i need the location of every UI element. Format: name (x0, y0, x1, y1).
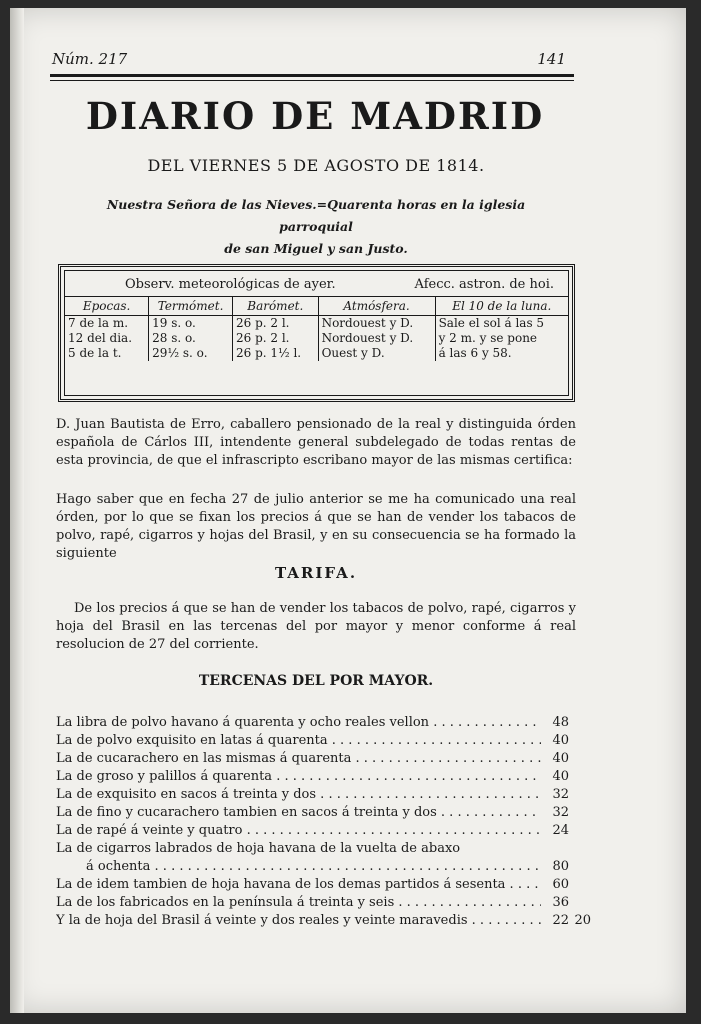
price-value: 22 (552, 913, 569, 928)
meteorological-table-box (58, 264, 575, 402)
cell: 26 p. 2 l. (232, 316, 318, 332)
issue-number: Núm. 217 (52, 50, 128, 68)
price-label: La de cucarachero en las mismas á quarenta . . . (56, 751, 541, 766)
page-header (52, 50, 566, 68)
cell: Nordouest y D. (318, 331, 435, 346)
price-row (56, 823, 591, 841)
price-row (56, 895, 591, 913)
price-value: 60 (552, 877, 569, 892)
price-list (56, 715, 591, 931)
notice-paragraph-2: Hago saber que en fecha 27 de julio anterior se me ha comunicado una real órden, por lo que se fixan los precios á que se han de vender los tabacos de polvo, rapé, cigarros y hojas del Brasil, y en su consecuencia se ha formado la siguiente (56, 492, 576, 561)
price-value: 24 (552, 823, 569, 838)
header-thin-rule (50, 80, 574, 81)
cell: Ouest y D. (318, 346, 435, 361)
price-value: 48 (552, 715, 569, 730)
cell: 26 p. 1½ l. (232, 346, 318, 361)
meteo-heading-right: Afecc. astron. de hoi. (414, 277, 554, 292)
price-label: La de groso y palillos á quarenta . . . (56, 769, 541, 784)
cell: Nordouest y D. (318, 316, 435, 332)
meteo-heading (65, 271, 568, 296)
price-row (56, 787, 591, 805)
col-atmosfera: Atmósfera. (318, 297, 435, 316)
col-epocas: Epocas. (65, 297, 149, 316)
col-barometro: Barómet. (232, 297, 318, 316)
price-row (56, 733, 591, 751)
table-row (65, 316, 568, 332)
price-row (56, 841, 591, 859)
meteo-heading-left: Observ. meteorológicas de ayer. (125, 277, 336, 292)
price-row (56, 751, 591, 769)
saint-line-1: Nuestra Señora de las Nieves.=Quarenta horas en la iglesia parroquial (106, 197, 526, 234)
price-label: La libra de polvo havano á quarenta y ocho reales vellon . . . (56, 715, 541, 730)
price-value: 40 (552, 769, 569, 784)
price-row (56, 859, 591, 877)
price-row (56, 769, 591, 787)
notice-paragraph-1: D. Juan Bautista de Erro, caballero pensionado de la real y distinguida órden española de Cárlos III, intendente general subdelegado de todas rentas de esta provincia, de que el infrascripto escribano mayor de las mismas certifica: (56, 417, 576, 468)
tarifa-title: TARIFA. (274, 564, 358, 582)
cell: 26 p. 2 l. (232, 331, 318, 346)
price-label: La de rapé á veinte y quatro . . . (56, 823, 541, 838)
price-label: Y la de hoja del Brasil á veinte y dos reales y veinte maravedis . . . (56, 913, 541, 928)
cell: 28 s. o. (149, 331, 233, 346)
price-label: La de polvo exquisito en latas á quarenta . . . (56, 733, 541, 748)
price-row (56, 805, 591, 823)
tarifa-subtitle: TERCENAS DEL POR MAYOR. (198, 673, 434, 689)
price-label: á ochenta . . . (86, 859, 541, 874)
cell: á las 6 y 58. (435, 346, 568, 361)
meteorological-table (65, 296, 568, 361)
price-value: 40 (552, 751, 569, 766)
price-label: La de los fabricados en la península á treinta y seis . . . (56, 895, 541, 910)
table-row (65, 331, 568, 346)
price-label: La de fino y cucarachero tambien en sacos á treinta y dos . . . (56, 805, 541, 820)
col-termometro: Termómet. (149, 297, 233, 316)
saint-line-2: de san Miguel y san Justo. (224, 241, 408, 256)
price-value: 32 (552, 787, 569, 802)
masthead-title: DIARIO DE MADRID (85, 94, 545, 138)
price-label: La de exquisito en sacos á treinta y dos . . . (56, 787, 541, 802)
cell: Sale el sol á las 5 (435, 316, 568, 332)
page-spine-shadow (10, 8, 24, 1013)
newspaper-page (10, 8, 686, 1013)
price-value: 36 (552, 895, 569, 910)
col-luna: El 10 de la luna. (435, 297, 568, 316)
table-row (65, 346, 568, 361)
cell: 5 de la t. (68, 346, 122, 360)
price-row (56, 913, 591, 931)
price-maravedis: 20 (574, 913, 591, 928)
price-value: 40 (552, 733, 569, 748)
dateline: DEL VIERNES 5 DE AGOSTO DE 1814. (147, 156, 485, 175)
price-row (56, 715, 591, 733)
cell: 29½ s. o. (149, 346, 233, 361)
tarifa-intro: De los precios á que se han de vender los tabacos de polvo, rapé, cigarros y hoja del Brasil en las tercenas del por mayor y menor conforme á real resolucion de 27 del corriente. (56, 601, 576, 652)
price-label: La de cigarros labrados de hoja havana de la vuelta de abaxo (56, 841, 461, 856)
saint-of-day (70, 194, 562, 260)
price-value: 32 (552, 805, 569, 820)
cell: 7 de la m. (68, 316, 129, 330)
price-value: 80 (552, 859, 569, 874)
cell: 19 s. o. (149, 316, 233, 332)
header-thick-rule (50, 74, 574, 77)
price-row (56, 877, 591, 895)
cell: y 2 m. y se pone (435, 331, 568, 346)
cell: 12 del dia. (68, 331, 133, 345)
price-label: La de idem tambien de hoja havana de los demas partidos á sesenta . . . (56, 877, 541, 892)
page-number: 141 (537, 50, 566, 68)
